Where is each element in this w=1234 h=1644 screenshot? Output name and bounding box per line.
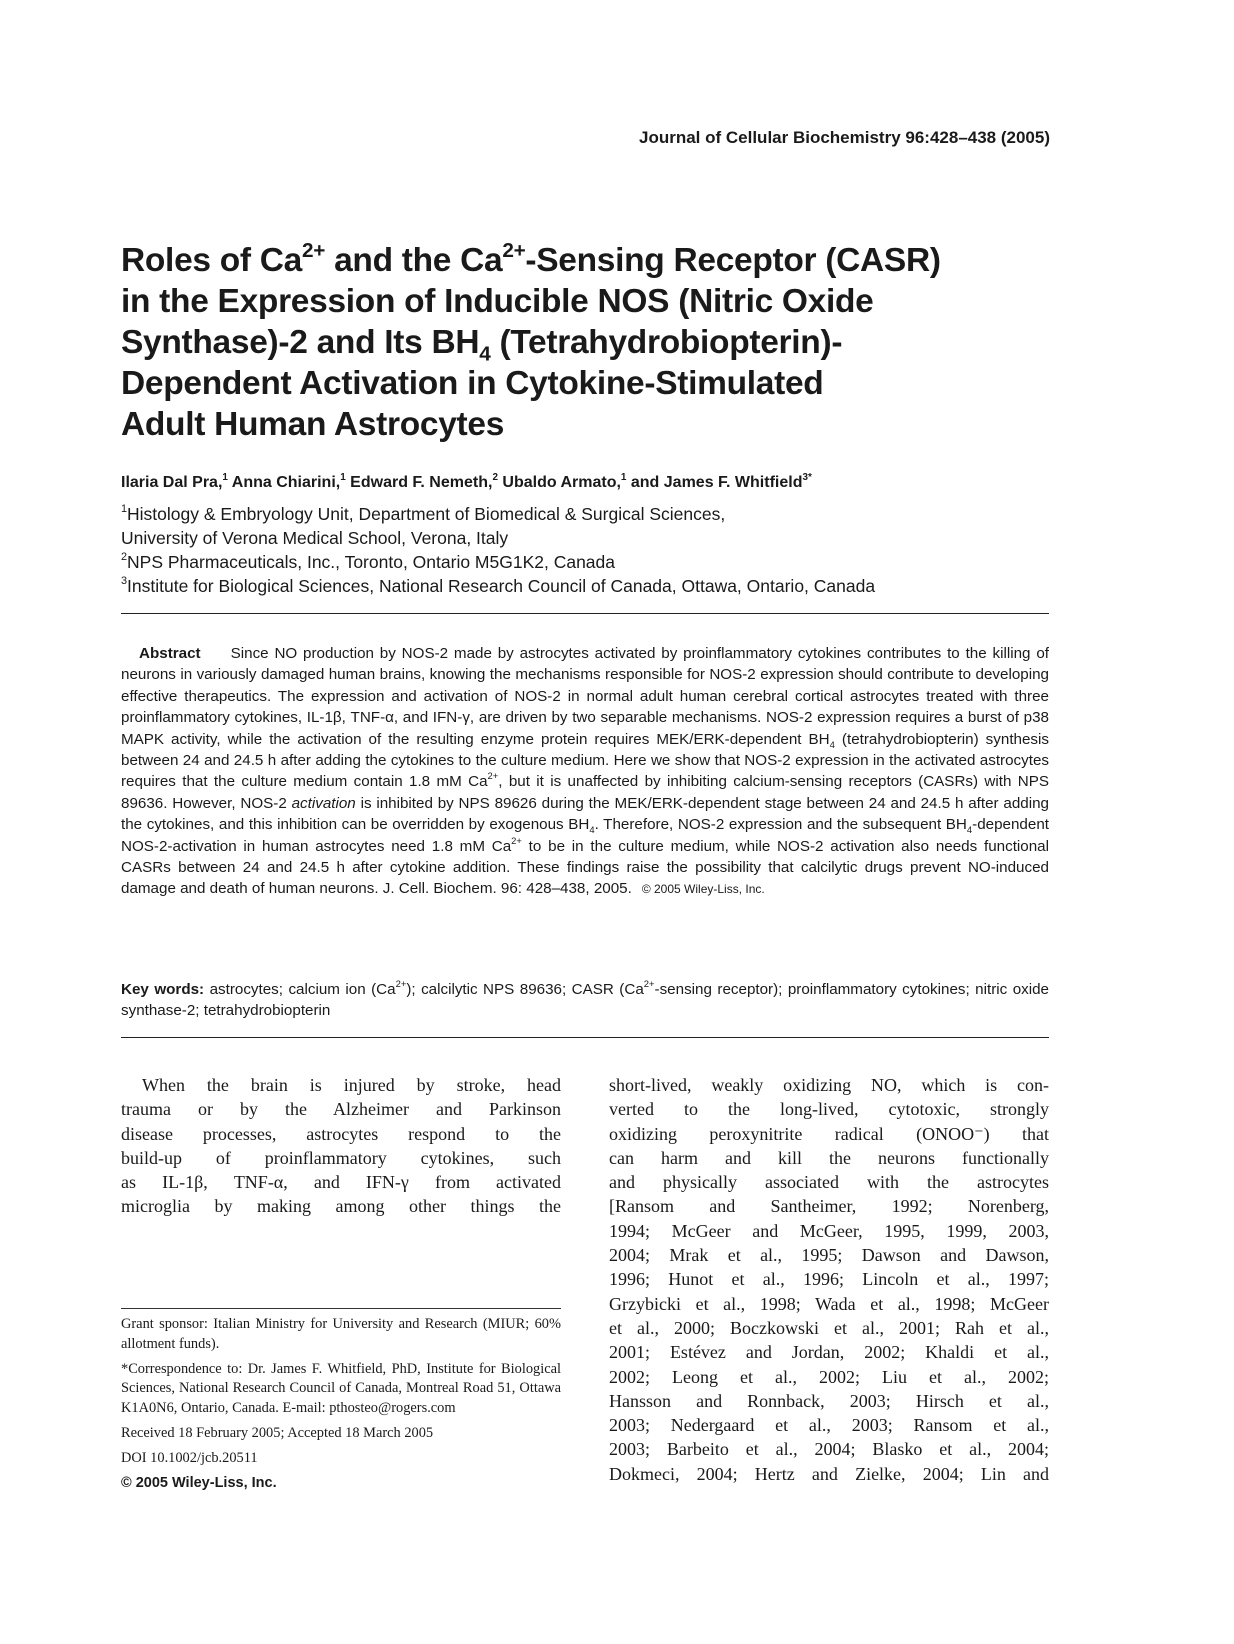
author: Ubaldo Armato,$^1$: [497, 471, 627, 491]
footnote-divider: [121, 1308, 561, 1309]
body-line: 2002; Leong et al., 2002; Liu et al., 2002;: [609, 1366, 1049, 1387]
journal-citation: Journal of Cellular Biochemistry 96:428–438 (2005): [638, 128, 1050, 147]
body-line: disease processes, astrocytes respond to the: [121, 1123, 561, 1144]
abstract-copyright: © 2005 Wiley-Liss, Inc.: [641, 882, 765, 897]
body-line: 2003; Barbeito et al., 2004; Blasko et al., 2004;: [609, 1439, 1049, 1460]
body-line: build-up of proinflammatory cytokines, such: [121, 1147, 561, 1168]
body-line: When the brain is injured by stroke, head: [142, 1075, 561, 1095]
title-line-1: Roles of $Ca^{2+}$ and the $Ca^{2+}$-Sensing Receptor (CASR): [121, 238, 941, 279]
body-line: [Ransom and Santheimer, 1992; Norenberg,: [609, 1196, 1049, 1217]
doi-note: DOI 10.1002/jcb.20511: [121, 1449, 258, 1466]
body-line: 1996; Hunot et al., 1996; Lincoln et al., 1997;: [609, 1269, 1049, 1290]
abstract-label: Abstract: [139, 645, 201, 662]
footnotes: [121, 1315, 561, 1498]
affiliation-3: $^3$Institute for Biological Sciences, National Research Council of Canada, Ottawa, Ontario, Canada: [121, 575, 876, 596]
article-title: [121, 240, 1061, 445]
body-line: 2004; Mrak et al., 1995; Dawson and Dawson,: [609, 1245, 1049, 1266]
body-line: trauma or by the Alzheimer and Parkinson: [121, 1099, 561, 1120]
title-line-2: in the Expression of Inducible NOS (Nitric Oxide: [121, 283, 874, 320]
author: Edward F. Nemeth,$^2$: [345, 471, 498, 491]
affiliation-1-cont: University of Verona Medical School, Verona, Italy: [121, 528, 509, 548]
body-column-right: [609, 1073, 1049, 1486]
title-line-4: Dependent Activation in Cytokine-Stimulated: [121, 365, 824, 402]
body-line: microglia by making among other things the: [121, 1196, 561, 1217]
divider-bottom: [121, 1037, 1049, 1038]
correspondence-note: *Correspondence to: Dr. James F. Whitfield, PhD, Institute for Biological Sciences, National Research Council of Canada, Montreal Road 51, Ottawa K1A0N6, Ontario, Canada. E-mail: pthosteo@rogers.com: [121, 1360, 561, 1417]
body-line: Dokmeci, 2004; Hertz and Zielke, 2004; Lin and: [609, 1463, 1049, 1484]
author: Ilaria Dal Pra,$^1$: [121, 471, 228, 491]
divider-top: [121, 613, 1049, 614]
affiliation-2: $^2$NPS Pharmaceuticals, Inc., Toronto, Ontario M5G1K2, Canada: [121, 551, 616, 572]
body-line: verted to the long-lived, cytotoxic, strongly: [609, 1099, 1049, 1120]
footer-copyright: © 2005 Wiley-Liss, Inc.: [121, 1474, 277, 1491]
title-line-5: Adult Human Astrocytes: [121, 406, 505, 443]
body-column-left: [121, 1073, 561, 1219]
author: and James F. Whitfield$^{3*}$: [626, 471, 812, 491]
body-line: and physically associated with the astrocytes: [609, 1172, 1049, 1193]
body-line: Grzybicki et al., 1998; Wada et al., 1998; McGeer: [609, 1293, 1049, 1314]
body-line: oxidizing peroxynitrite radical (ONOO⁻) that: [609, 1123, 1049, 1144]
body-line: 2001; Estévez and Jordan, 2002; Khaldi et al.,: [609, 1342, 1049, 1363]
body-line: 1994; McGeer and McGeer, 1995, 1999, 2003,: [609, 1220, 1049, 1241]
affiliations: [121, 502, 1081, 598]
body-line: as IL-1β, TNF-α, and IFN-γ from activated: [121, 1172, 561, 1193]
body-line: short-lived, weakly oxidizing NO, which is con-: [609, 1075, 1049, 1095]
received-note: Received 18 February 2005; Accepted 18 March 2005: [121, 1424, 434, 1441]
title-line-3: Synthase)-2 and Its $BH_4$ (Tetrahydrobiopterin)-: [121, 324, 843, 366]
author: Anna Chiarini,$^1$: [227, 471, 346, 491]
abstract: Abstract Since NO production by NOS-2 made by astrocytes activated by proinflammatory cytokines contributes to the killing of neurons in variously damaged human brains, knowing the mechanisms responsible for NOS-2 expression should contribute to developing effective therapeutics. The expression and activation of NOS-2 in normal adult human cerebral cortical astrocytes treated with three proinflammatory cytokines, IL-1β, TNF-α, and IFN-γ, are driven by two separable mechanisms. NOS-2 expression requires a burst of p38 MAPK activity, while the activation of the resulting enzyme protein requires MEK/ERK-dependent $BH_4$ (tetrahydrobiopterin) synthesis between 24 and 24.5 h after adding the cytokines to the culture medium. Here we show that NOS-2 expression in the activated astrocytes requires that the culture medium contain 1.8 mM $Ca^{2+}$, but it is unaffected by inhibiting calcium-sensing receptors (CASRs) with NPS 89636. However, NOS-2 activation is inhibited by NPS 89626 during the MEK/ERK-dependent stage between 24 and 24.5 h after adding the cytokines, and this inhibition can be overridden by exogenous $BH_4$. Therefore, NOS-2 expression and the subsequent $BH_4$-dependent NOS-2-activation in human astrocytes need 1.8 mM $Ca^{2+}$ to be in the culture medium, while NOS-2 activation also needs functional CASRs between 24 and 24.5 h after cytokine addition. These findings raise the possibility that calcilytic drugs prevent NO-induced damage and death of human neurons. J. Cell. Biochem. 96: 428–438, 2005. © 2005 Wiley-Liss, Inc.: [121, 645, 1049, 898]
body-line: can harm and kill the neurons functionally: [609, 1147, 1049, 1168]
body-line: Hansson and Ronnback, 2003; Hirsch et al.,: [609, 1390, 1049, 1411]
keywords: Key words: astrocytes; calcium ion $(Ca^{2+})$; calcilytic NPS 89636; CASR ($Ca^{2+}$-sensing receptor); proinflammatory cytokines; nitric oxide synthase-2; tetrahydrobiopterin: [121, 978, 1049, 1019]
author-list: [121, 471, 812, 492]
affiliation-1: $^1$Histology & Embryology Unit, Department of Biomedical & Surgical Sciences,: [121, 503, 726, 524]
body-line: 2003; Nedergaard et al., 2003; Ransom et al.,: [609, 1415, 1049, 1436]
keywords-label: Key words:: [121, 981, 205, 998]
grant-note: Grant sponsor: Italian Ministry for University and Research (MIUR; 60% allotment funds).: [121, 1316, 561, 1352]
body-line: et al., 2000; Boczkowski et al., 2001; Rah et al.,: [609, 1317, 1049, 1338]
